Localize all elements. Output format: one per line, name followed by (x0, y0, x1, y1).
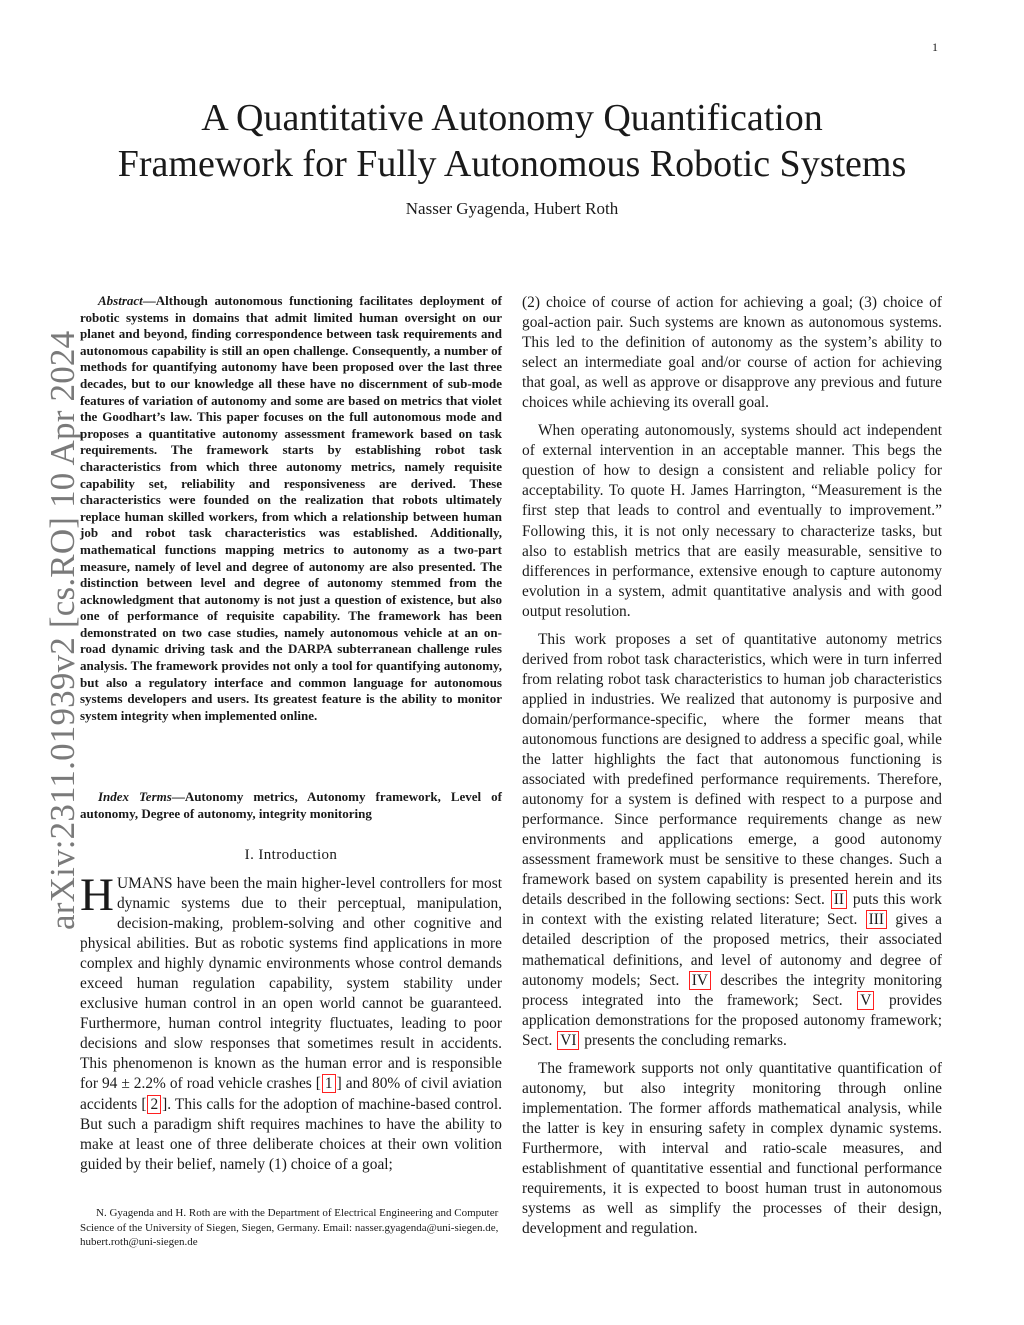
page-number: 1 (932, 40, 938, 54)
proposal-text-3: gives a detailed description of the proposed metrics, their associated mathematical definitions, and level of autonomy and degree of autonomy models; Sect. (522, 911, 942, 989)
author-list: Nasser Gyagenda, Hubert Roth (405, 199, 619, 218)
title-line-2: Framework for Fully Autonomous Robotic Systems (117, 143, 907, 185)
abstract-label: Abstract (98, 293, 143, 308)
section-link-II[interactable]: II (831, 890, 847, 909)
paragraph-proposal (522, 630, 942, 1051)
section-link-IV[interactable]: IV (689, 971, 711, 990)
paper-title (60, 95, 964, 187)
right-column (522, 293, 942, 1247)
author-affiliation-footnote: N. Gyagenda and H. Roth are with the Department of Electrical Engineering and Computer Science of the University of Siegen, Siegen, Germany. Email: nasser.gyagenda@uni-siegen.de, hubert.roth@uni-siegen.de (80, 1207, 499, 1248)
citation-link-1[interactable]: 1 (322, 1074, 336, 1093)
paragraph-continuation: (2) choice of course of action for achieving a goal; (3) choice of goal-action pair. Such systems are known as autonomous systems. This led to the definition of autonomy as the system’s ability to select an intermediate goal and/or course of action for achieving that goal, as well as approve or disapprove any previous and future choices while achieving its overall goal. (522, 294, 942, 412)
title-line-1: A Quantitative Autonomy Quantification (201, 97, 823, 139)
index-terms (80, 789, 502, 822)
paragraph-framework-support: The framework supports not only quantitative quantification of autonomy, but also integrity monitoring through online implementation. The former affords mathematical analysis, while the latter is key in ensuring safety in complex dynamic systems. Furthermore, with interval and ratio-scale measures, and establishment of quantitative essential and functional performance requirements, it is expected to boost human trust in autonomous systems as well as simplify the processes of their design, development and regulation. (522, 1059, 942, 1238)
index-terms-text: —Autonomy metrics, Autonomy framework, Level of autonomy, Degree of autonomy, integrity monitoring (80, 789, 502, 821)
intro-text-2: and 80% of civil aviation accidents (80, 1075, 502, 1113)
section-heading: I. Introduction (244, 847, 338, 863)
drop-cap: H (80, 869, 114, 921)
introduction-paragraph: HUMANS have been the main higher-level controllers for most dynamic systems due to their perceptual, manipulation, decision-making, problem-solving and other cognitive and physical abilities. But as robotic systems find applications in more complex and highly dynamic environments whose control demands exceed human regulation capability, system stability under exclusive human control in an open world cannot be guaranteed. Furthermore, human control integrity fluctuates, leading to poor decisions and slow responses that sometimes result in accidents. This phenomenon is known as the human error and is responsible for 94 ± 2.2% of road vehicle crashes [ 1 ] and 80% of civil aviation accidents [ 2 ]. This calls for the adoption of machine-based control. But such a paradigm shift requires machines to have the ability to make at least one of three deliberate choices at their own volition guided by their belief, namely (1) choice of a goal; (80, 869, 502, 1173)
paragraph-measurement: When operating autonomously, systems should act independent of external intervention in an acceptable manner. This begs the question of how to design a consistent and reliable policy for acceptability. To quote H. James Harrington, “Measurement is the first step that leads to control and eventually to improvement.” Following this, it is not only necessary to characterize tasks, but also to establish metrics that are easily measurable, sensitive to differences in performance, extensive enough to capture autonomy evolution in a system, admit quantitative analysis and with good output resolution. (522, 422, 942, 620)
arxiv-identifier: arXiv:2311.01939v2 [cs.RO] 10 Apr 2024 (43, 330, 82, 930)
proposal-text-1: This work proposes a set of quantitative autonomy metrics derived from robot task characteristics, which were in turn inferred from relating robot task characteristics to human job characteristics applied in industries. We realized that autonomy is purposive and domain/performance-specific, where the former means that autonomous functions are designed to address a specific goal, while the latter highlights the fact that autonomous functioning is associated with predefined performance requirements. Therefore, autonomy for a system is defined with respect to a purpose and performance. Since performance requirements change as new environments and applications emerge, a good autonomy assessment framework must be sensitive to these changes. Such a framework based on system capability is presented herein and its details described in the following sections: Sect. (522, 630, 942, 909)
section-link-VI[interactable]: VI (557, 1031, 579, 1050)
proposal-text-4: describes the integrity monitoring process integrated into the framework; Sect. (522, 971, 942, 1009)
citation-link-2[interactable]: 2 (147, 1095, 161, 1114)
index-terms-label: Index Terms (98, 789, 172, 804)
proposal-text-5: provides application demonstrations for the proposed autonomy framework; Sect. (522, 991, 942, 1049)
intro-text-1: UMANS have been the main higher-level controllers for most dynamic systems due to their perceptual, manipulation, decision-making, problem-solving and other cognitive and physical abilities. But as robotic systems find applications in more complex and highly dynamic environments whose control demands exceed human regulation capability, system stability under exclusive human control in an open world cannot be guaranteed. Furthermore, human control integrity fluctuates, leading to poor decisions and slow responses that sometimes result in accidents. This phenomenon is known as the human error and is responsible for 94 ± 2.2% of road vehicle crashes (80, 875, 502, 1093)
section-link-III[interactable]: III (866, 910, 887, 929)
intro-text-3: . This calls for the adoption of machine-based control. But such a paradigm shift requires machines to have the ability to make at least one of three deliberate choices at their own volition guided by their belief, namely (1) choice of a goal; (80, 1095, 502, 1173)
proposal-text-2: puts this work in context with the existing related literature; Sect. (522, 891, 942, 929)
abstract-text: —Although autonomous functioning facilitates deployment of robotic systems in domains that admit limited human oversight on our planet and beyond, finding correspondence between task requirements and autonomous capability is still an open challenge. Consequently, a number of methods for quantifying autonomy have been proposed over the last three decades, but to our knowledge all these have no discernment of sub-mode features of variation of autonomy and some are based on metrics that violet the Goodhart’s law. This paper focuses on the full autonomous mode and proposes a quantitative autonomy assessment framework based on task requirements. The framework starts by establishing robot task characteristics from which three autonomy metrics, namely requisite capability set, reliability and responsiveness are derived. These characteristics were founded on the realization that robots ultimately replace human skilled workers, from which a relationship between human job and robot task characteristics was established. Additionally, mathematical functions mapping metrics to autonomy as a two-part measure, namely of level and degree of autonomy are also presented. The distinction between level and degree of autonomy stemmed from the acknowledgment that autonomy is not just a question of existence, but also one of performance of requisite capability. The framework has been demonstrated on two case studies, namely autonomous vehicle at an on-road dynamic driving task and the DARPA subterranean challenge rules analysis. The framework provides not only a tool for quantifying autonomy, but also a regulatory interface and common language for autonomous systems developers and users. Its greatest feature is the ability to monitor system integrity when implemented online. (80, 293, 502, 723)
abstract (80, 293, 502, 724)
section-link-V[interactable]: V (857, 991, 874, 1010)
proposal-text-6: presents the concluding remarks. (580, 1031, 787, 1049)
